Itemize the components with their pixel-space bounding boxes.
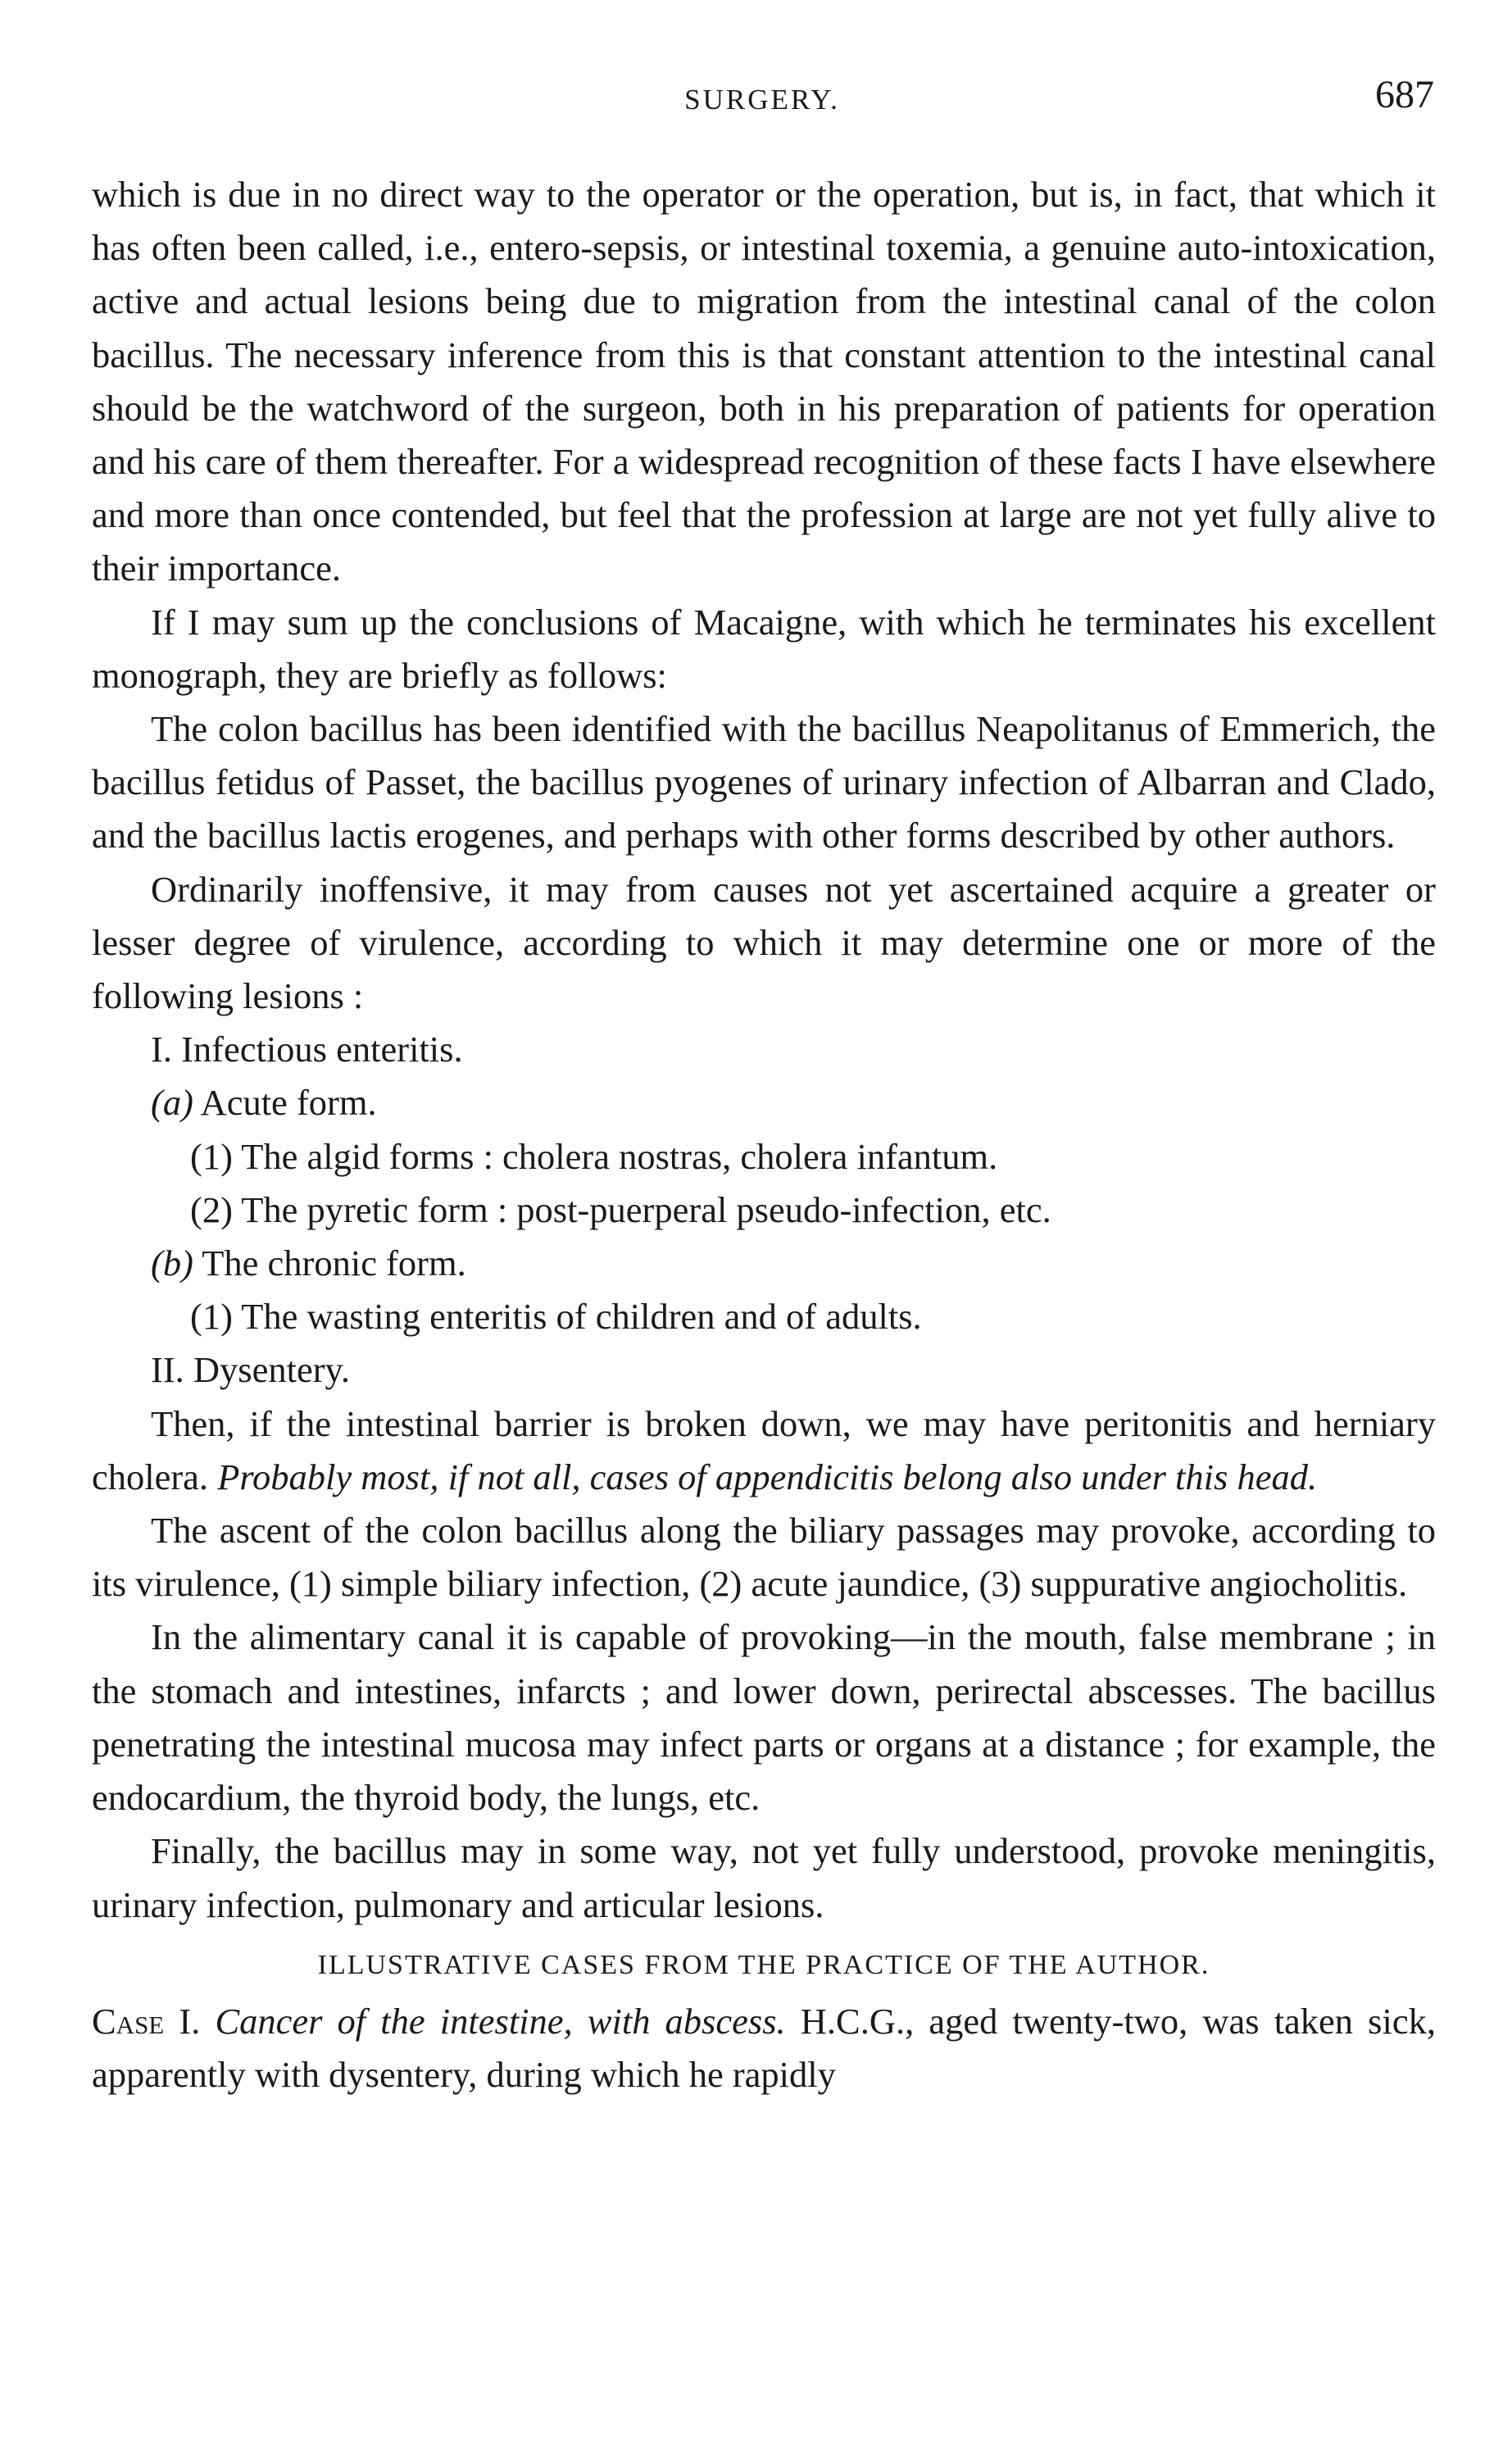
list-text-b: The chronic form. [193, 1243, 466, 1284]
list-item-acute-form [92, 1076, 1436, 1129]
paragraph-2: If I may sum up the conclusions of Macaigne, with which he terminates his excellent monograph, they are briefly as follows: [92, 601, 1436, 696]
paragraph-4: Ordinarily inoffensive, it may from causes not yet ascertained acquire a greater or lesser degree of virulence, according to which it may determine one or more of the following lesions : [92, 868, 1436, 1017]
list-item-wasting-enteritis: (1) The wasting enteritis of children and of adults. [190, 1296, 922, 1338]
case-text: H.C.G., aged twenty-two, was taken sick, apparently with dysentery, during which he rapidly [92, 2000, 1436, 2096]
page-number: 687 [1375, 73, 1434, 116]
page-body [92, 168, 1436, 2101]
paragraph-5-text: Then, if the intestinal barrier is broken down, we may have peritonitis and herniary cholera. [92, 1402, 1436, 1497]
list-item-pyretic-form: (2) The pyretic form : post-puerperal pseudo-infection, etc. [190, 1188, 1051, 1230]
paragraph-6: The ascent of the colon bacillus along the biliary passages may provoke, according to its virulence, (1) simple biliary infection, (2) acute jaundice, (3) suppurative angiocholitis. [92, 1510, 1436, 1605]
list-item-algid-forms: (1) The algid forms : cholera nostras, cholera infantum. [190, 1135, 998, 1177]
paragraph-8: Finally, the bacillus may in some way, not yet fully understood, provoke meningitis, urinary infection, pulmonary and articular lesions. [92, 1830, 1436, 1925]
list-text-a: Acute form. [193, 1082, 377, 1124]
list-label-a: (a) [151, 1082, 193, 1124]
paragraph-5-italic: Probably most, if not all, cases of appendicitis belong also under this head. [217, 1456, 1318, 1497]
paragraph-1: which is due in no direct way to the operator or the operation, but is, in fact, that which it has often been called, i.e., entero-sepsis, or intestinal toxemia, a genuine auto-intoxication, active and actual lesions being due to migration from the intestinal canal of the colon bacillus. The necessary inference from this is that constant attention to the intestinal canal should be the watchword of the surgeon, both in his preparation of patients for operation and his care of them thereafter. For a widespread recognition of these facts I have elsewhere and more than once contended, but feel that the profession at large are not yet fully alive to their importance. [92, 174, 1436, 589]
list-item-dysentery: II. Dysentery. [151, 1349, 351, 1391]
list-item-infectious-enteritis: I. Infectious enteritis. [151, 1029, 463, 1070]
case-label: Case I. [92, 2000, 201, 2042]
page-header [90, 72, 1434, 121]
list-item-chronic-form [92, 1237, 1436, 1290]
case-title: Cancer of the intestine, with abscess. [215, 2000, 786, 2042]
section-heading: ILLUSTRATIVE CASES FROM THE PRACTICE OF THE AUTHOR. [317, 1949, 1210, 1980]
paragraph-5 [92, 1397, 1436, 1504]
paragraph-3: The colon bacillus has been identified with the bacillus Neapolitanus of Emmerich, the bacillus fetidus of Passet, the bacillus pyogenes of urinary infection of Albarran and Clado, and the bacillus lactis erogenes, and perhaps with other forms described by other authors. [92, 708, 1436, 856]
list-label-b: (b) [151, 1243, 193, 1284]
running-head: SURGERY. [684, 84, 840, 116]
paragraph-7: In the alimentary canal it is capable of provoking—in the mouth, false membrane ; in the stomach and intestines, infarcts ; and lower down, perirectal abscesses. The bacillus penetrating the intestinal mucosa may infect parts or organs at a distance ; for example, the endocardium, the thyroid body, the lungs, etc. [92, 1616, 1436, 1819]
case-paragraph [92, 1995, 1436, 2101]
